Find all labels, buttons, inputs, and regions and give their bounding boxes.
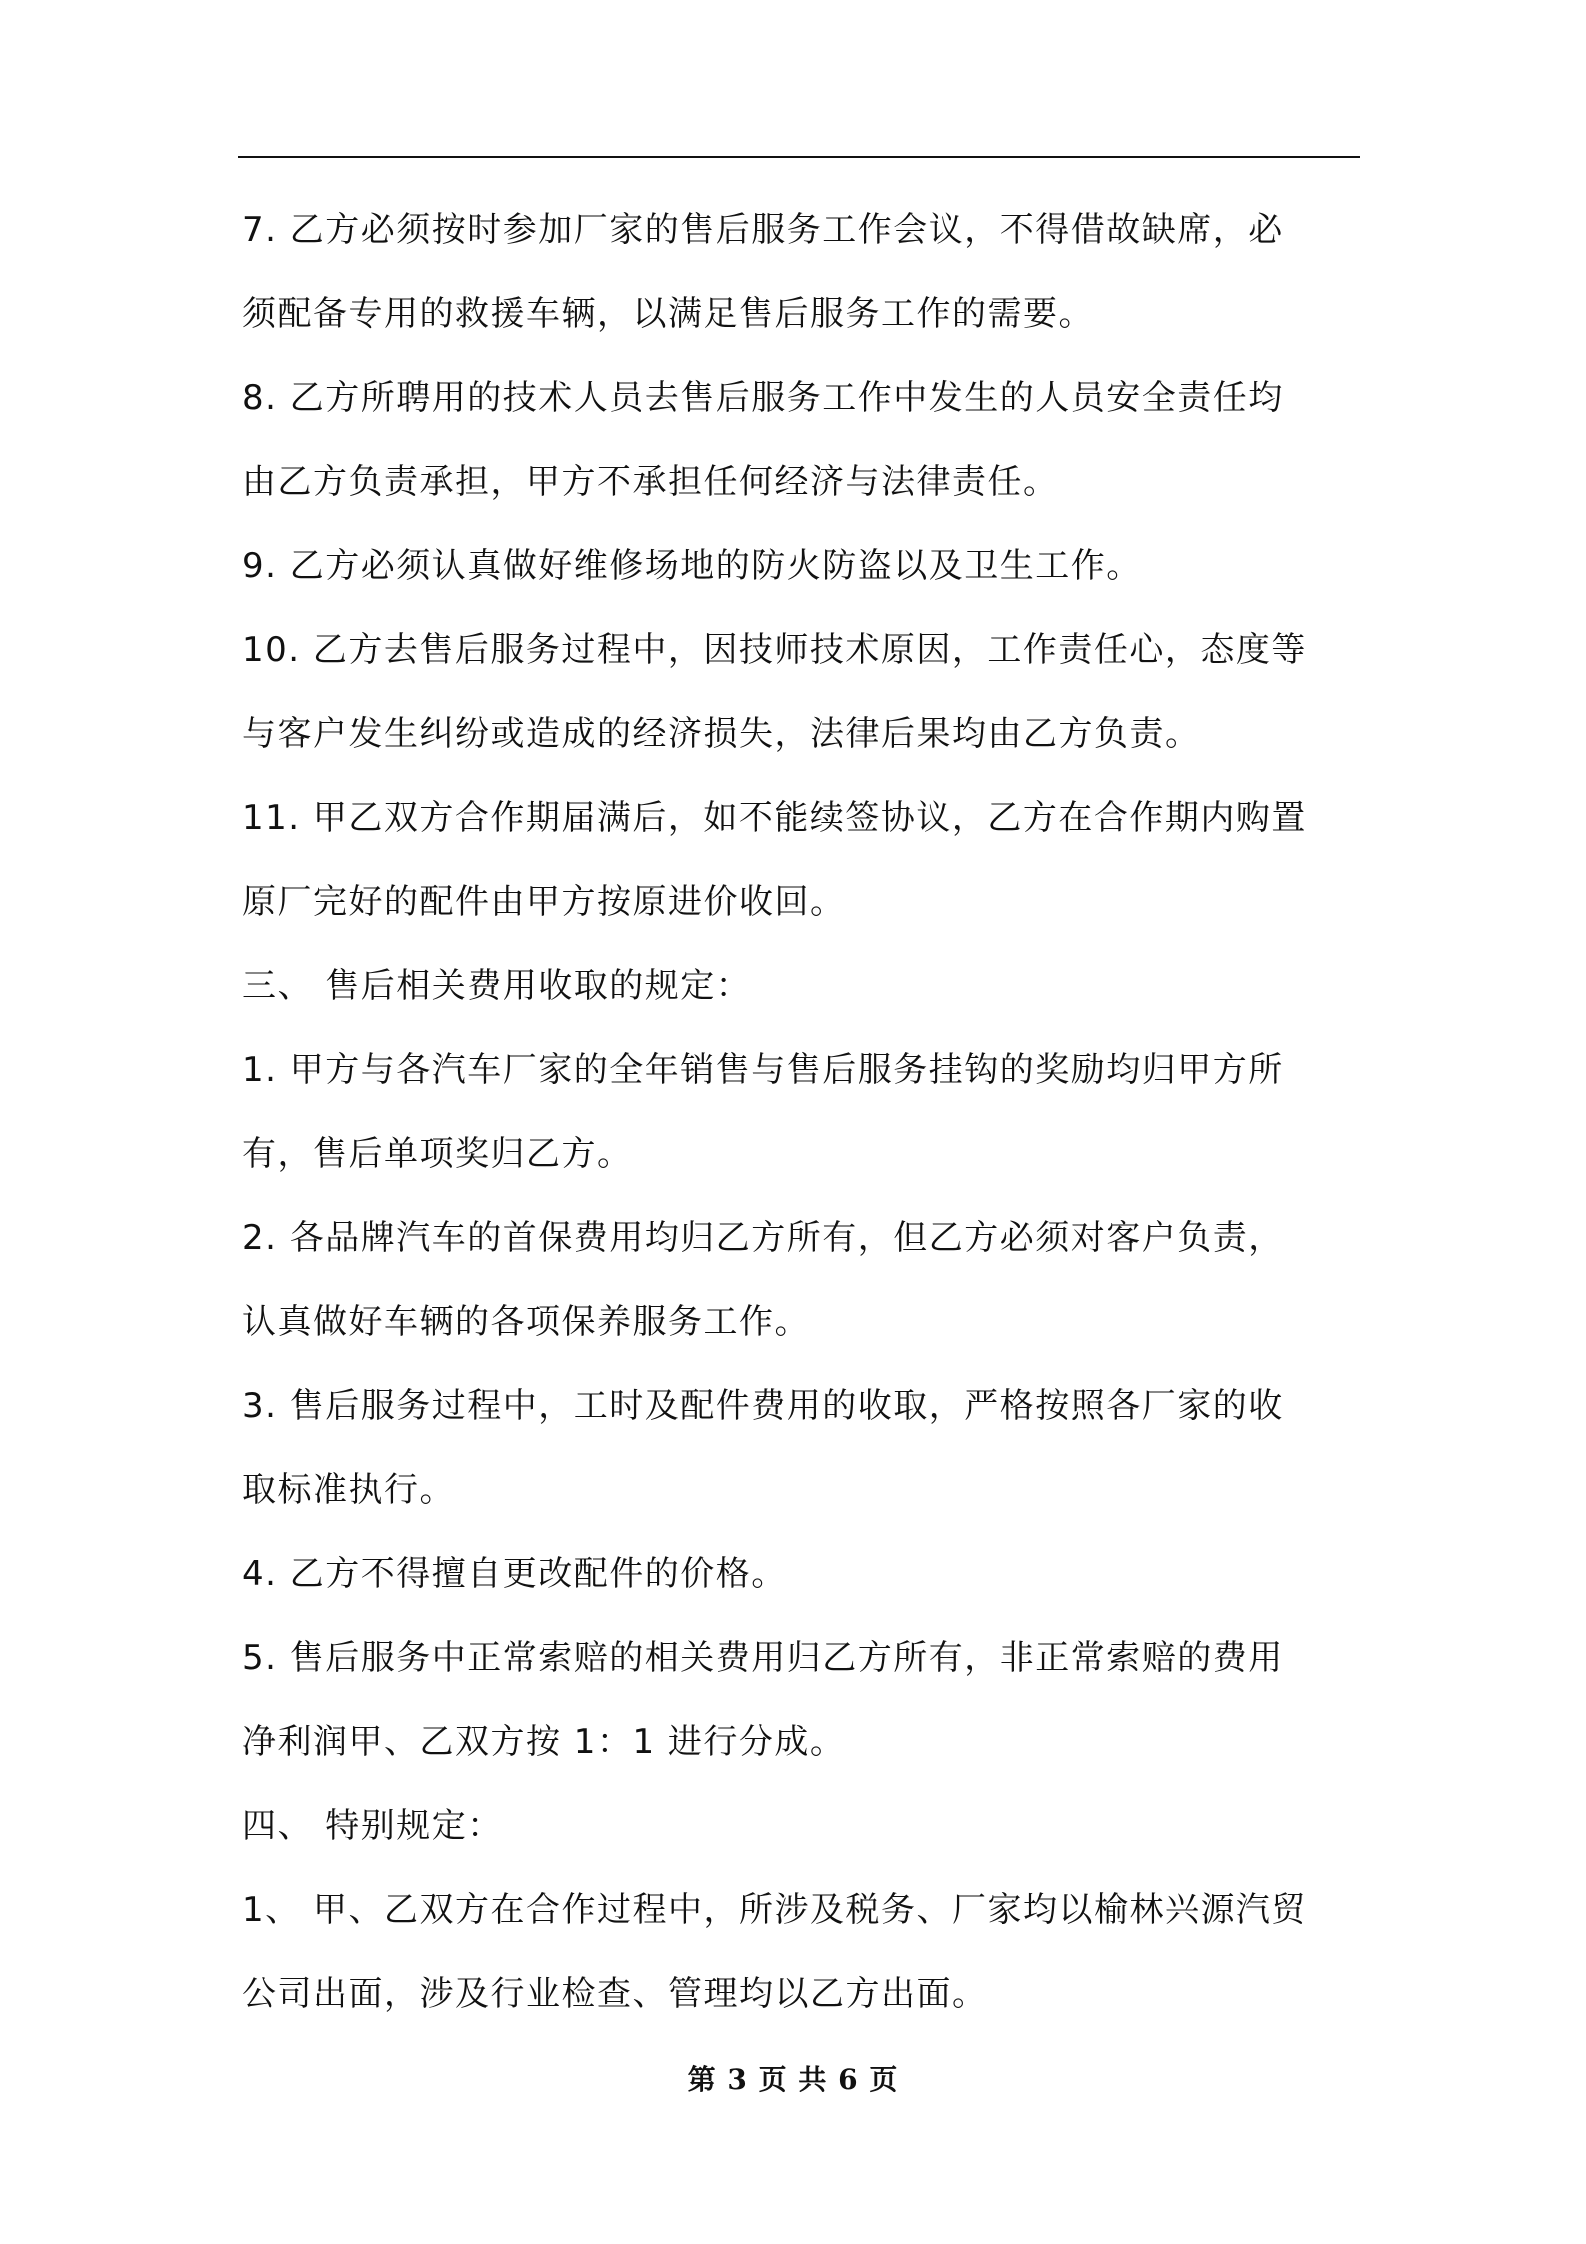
body-line: 7. 乙方必须按时参加厂家的售后服务工作会议，不得借故缺席，必	[242, 210, 1284, 250]
section-heading: 四、 特别规定：	[242, 1806, 503, 1846]
header-divider	[238, 156, 1360, 158]
body-line: 4. 乙方不得擅自更改配件的价格。	[242, 1554, 787, 1594]
document-body	[242, 188, 1362, 2036]
body-line: 须配备专用的救援车辆，以满足售后服务工作的需要。	[242, 294, 1094, 334]
body-line: 原厂完好的配件由甲方按原进价收回。	[242, 882, 846, 922]
body-line: 认真做好车辆的各项保养服务工作。	[242, 1302, 810, 1342]
section-heading: 三、 售后相关费用收取的规定：	[242, 966, 752, 1006]
body-line: 1. 甲方与各汽车厂家的全年销售与售后服务挂钩的奖励均归甲方所	[242, 1050, 1284, 1090]
body-line: 与客户发生纠纷或造成的经济损失，法律后果均由乙方负责。	[242, 714, 1201, 754]
body-line: 公司出面，涉及行业检查、管理均以乙方出面。	[242, 1974, 988, 2014]
body-line: 由乙方负责承担，甲方不承担任何经济与法律责任。	[242, 462, 1059, 502]
body-line: 10. 乙方去售后服务过程中，因技师技术原因，工作责任心，态度等	[242, 630, 1307, 670]
body-line: 8. 乙方所聘用的技术人员去售后服务工作中发生的人员安全责任均	[242, 378, 1284, 418]
body-line: 5. 售后服务中正常索赔的相关费用归乙方所有，非正常索赔的费用	[242, 1638, 1284, 1678]
body-line: 有，售后单项奖归乙方。	[242, 1134, 633, 1174]
body-line: 1、 甲、乙双方在合作过程中，所涉及税务、厂家均以榆林兴源汽贸	[242, 1890, 1307, 1930]
page-number: 第 3 页 共 6 页	[687, 2063, 899, 2096]
body-line: 11. 甲乙双方合作期届满后，如不能续签协议，乙方在合作期内购置	[242, 798, 1307, 838]
body-line: 净利润甲、乙双方按 1：1 进行分成。	[242, 1722, 846, 1762]
body-line: 9. 乙方必须认真做好维修场地的防火防盗以及卫生工作。	[242, 546, 1142, 586]
body-line: 2. 各品牌汽车的首保费用均归乙方所有，但乙方必须对客户负责，	[242, 1218, 1284, 1258]
body-line: 取标准执行。	[242, 1470, 455, 1510]
body-line: 3. 售后服务过程中，工时及配件费用的收取，严格按照各厂家的收	[242, 1386, 1284, 1426]
